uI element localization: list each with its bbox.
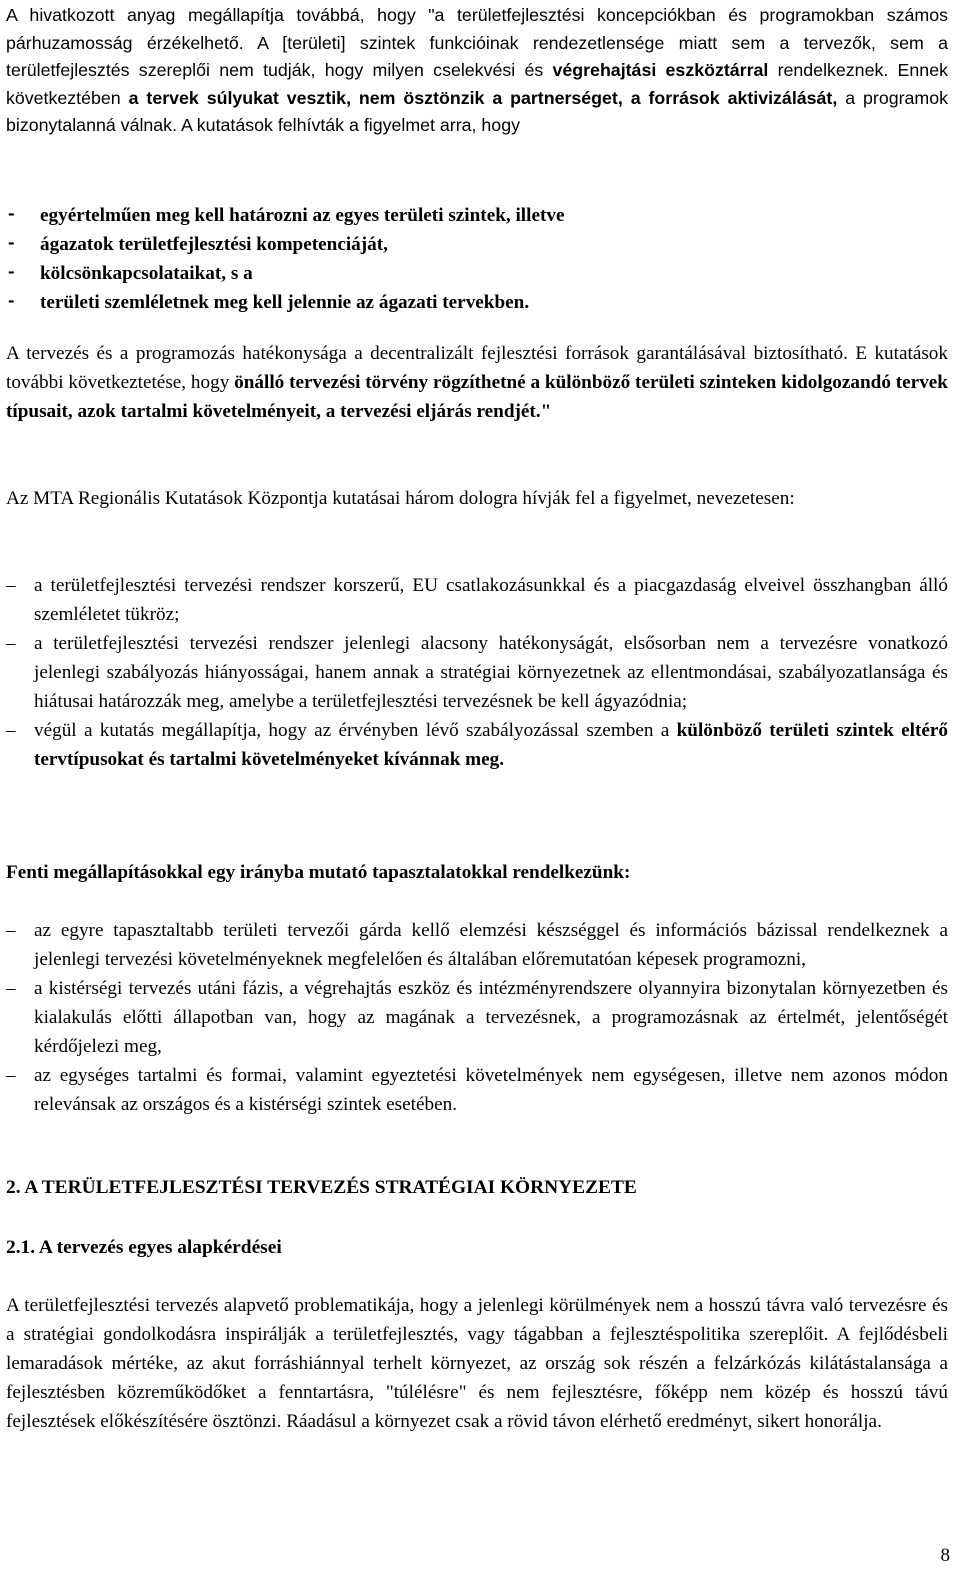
- paragraph-intro-text-2: rendelkeznek. Ennek következtében: [6, 60, 948, 108]
- list-item-text: a területfejlesztési tervezési rendszer jelenlegi alacsony hatékonyságát, elsősorban nem a tervezésre vonatkozó jelenlegi szabályozás hiányosságai, hanem annak a stratégiai környezetnek az ellentmondásai, szabályozatlansága és hiátusai határozzák meg, amelybe a területfejlesztési tervezésnek be kell ágyazódnia;: [34, 633, 948, 712]
- paragraph-intro-text-3: a programok bizonytalanná válnak. A kutatások felhívták a figyelmet arra, hogy: [6, 87, 949, 136]
- list-item-text: a területfejlesztési tervezési rendszer korszerű, EU csatlakozásunkkal és a piacgazdaság elveivel összhangban álló szemléletet tükröz;: [34, 575, 948, 625]
- page-number: 8: [940, 1545, 950, 1566]
- list-item-text: egyértelműen meg kell határozni az egyes területi szintek, illetve: [40, 205, 565, 226]
- experience-list: [6, 916, 948, 1119]
- paragraph-planning-efficiency: [6, 339, 948, 426]
- list-item: [6, 231, 948, 260]
- list-item: [6, 916, 948, 974]
- paragraph-intro-bold-1: végrehajtási eszköztárral: [552, 60, 769, 81]
- subsection-heading: 2.1. A tervezés egyes alapkérdései: [6, 1237, 282, 1258]
- list-item: [6, 629, 948, 716]
- list-item: [6, 202, 948, 231]
- paragraph-intro: [6, 2, 948, 140]
- list-marker: -: [6, 263, 17, 283]
- list-marker: –: [6, 633, 16, 654]
- list-item-bold: különböző területi szintek eltérő tervtípusokat és tartalmi követelményeket kívánnak meg.: [34, 720, 948, 770]
- list-item-text: kölcsönkapcsolataikat, s a: [40, 263, 253, 284]
- paragraph-bold: önálló tervezési törvény rögzíthetné a különböző területi szinteken kidolgozandó tervek típusait, azok tartalmi követelményeit, a tervezési eljárás rendjét.": [6, 372, 948, 422]
- list-marker: –: [6, 978, 16, 999]
- list-marker: -: [6, 234, 17, 254]
- bold-requirements-list: [6, 202, 948, 318]
- list-item-text: végül a kutatás megállapítja, hogy az érvényben lévő szabályozással szemben a: [34, 720, 677, 741]
- paragraph-basic-questions: A területfejlesztési tervezés alapvető problematikája, hogy a jelenlegi körülmények nem a hosszú távra való tervezésre és a stratégiai gondolkodásra inspirálják a területfejlesztés, vagy tágabban a fejlesztéspolitika szereplőit. A fejlődésbeli lemaradások mértéke, az akut forráshiánnyal terhelt környezet, az ország sok részén a felzárkózás kilátástalansága a fejlesztésben közreműködőket a fenntartásra, "túlélésre" és nem fejlesztésre, főképp nem közép és hosszú távú fejlesztések előkészítésére ösztönzi. Ráadásul a környezet csak a rövid távon elérhető eredményt, sikert honorálja.: [6, 1295, 948, 1432]
- list-item: [6, 716, 948, 774]
- list-item: [6, 974, 948, 1061]
- paragraph-experience-heading: Fenti megállapításokkal egy irányba mutató tapasztalatokkal rendelkezünk:: [6, 862, 631, 883]
- list-marker: –: [6, 1065, 16, 1086]
- list-marker: –: [6, 575, 16, 596]
- paragraph-intro-bold-2: a tervek súlyukat vesztik, nem ösztönzik a partnerséget, a források aktivizálását,: [128, 87, 838, 108]
- list-marker: -: [6, 292, 17, 312]
- list-item-text: a kistérségi tervezés utáni fázis, a végrehajtás eszköz és intézményrendszere olyannyira bizonytalan környezetben és kialakulás előtti állapotban van, hogy az magának a tervezésnek, a programozásnak az értelmét, jelentőségét kérdőjelezi meg,: [34, 978, 948, 1057]
- list-item-text: ágazatok területfejlesztési kompetenciáját,: [40, 234, 388, 255]
- paragraph-text: A tervezés és a programozás hatékonysága a decentralizált fejlesztési források garantálásával biztosítható. E kutatások további következtetése, hogy: [6, 343, 948, 393]
- list-item-text: az egyre tapasztaltabb területi tervezői gárda kellő elemzési készséggel és információs bázissal rendelkeznek a jelenlegi tervezési követelményeknek megfelelően és általában előremutatóan képesek programozni,: [34, 920, 948, 970]
- list-item: [6, 260, 948, 289]
- list-item: [6, 289, 948, 318]
- list-marker: -: [6, 205, 17, 225]
- list-marker: –: [6, 720, 16, 741]
- list-item-text: az egységes tartalmi és formai, valamint egyeztetési követelmények nem egységesen, illetve nem azonos módon relevánsak az országos és a kistérségi szintek esetében.: [34, 1065, 948, 1115]
- paragraph-mta: Az MTA Regionális Kutatások Központja kutatásai három dologra hívják fel a figyelmet, nevezetesen:: [6, 488, 795, 509]
- list-marker: –: [6, 920, 16, 941]
- list-item-text: területi szemléletnek meg kell jelennie az ágazati tervekben.: [40, 292, 530, 313]
- list-item: [6, 571, 948, 629]
- mta-findings-list: [6, 571, 948, 774]
- list-item: [6, 1061, 948, 1119]
- paragraph-intro-text-1: A hivatkozott anyag megállapítja továbbá, hogy "a területfejlesztési koncepciókban és programokban számos párhuzamosság érzékelhető. A [területi] szintek funkcióinak rendezetlensége miatt sem a tervezők, sem a területfejlesztés szereplői nem tudják, hogy milyen cselekvési és: [6, 5, 948, 81]
- section-heading: 2. A TERÜLETFEJLESZTÉSI TERVEZÉS STRATÉGIAI KÖRNYEZETE: [6, 1177, 637, 1198]
